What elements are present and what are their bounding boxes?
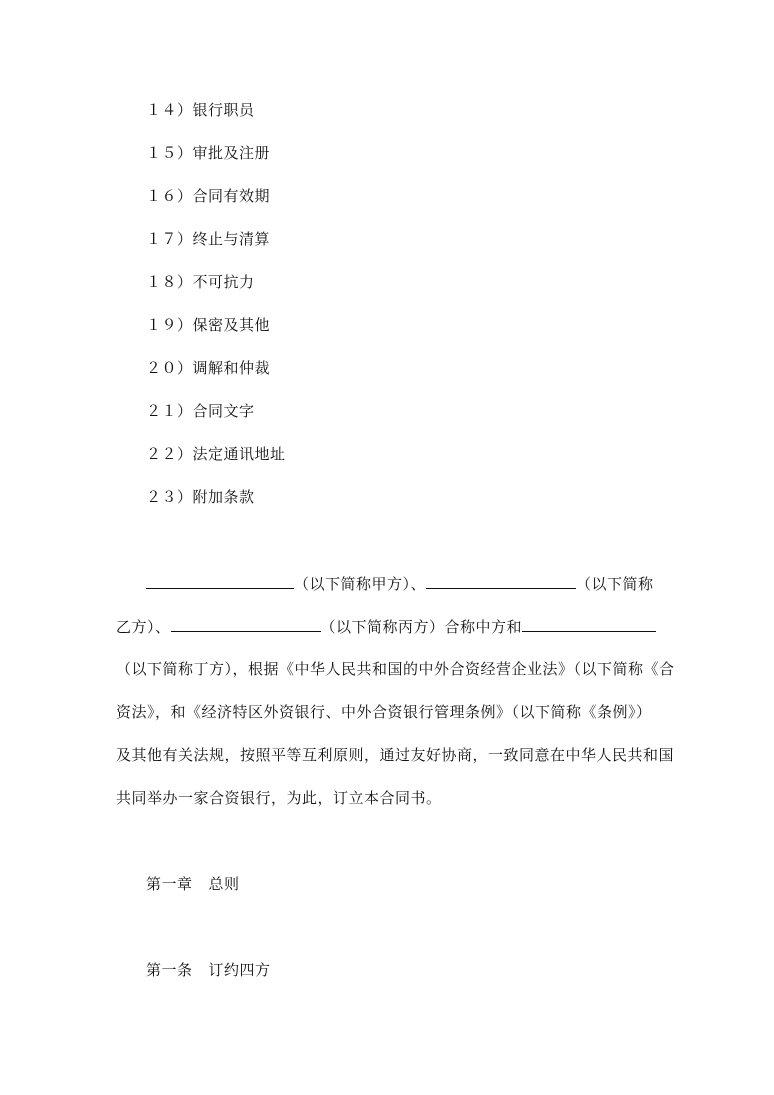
- blank-party-b: [426, 572, 576, 589]
- chapter-number: 第一章: [146, 875, 193, 893]
- toc-item: １９）保密及其他: [146, 316, 271, 334]
- toc-item: ２１）合同文字: [146, 402, 255, 420]
- toc-item: ２２）法定通讯地址: [146, 445, 286, 463]
- toc-item: １６）合同有效期: [146, 187, 271, 205]
- blank-party-a: [146, 572, 294, 589]
- preamble-line-2: 乙方）、 （以下简称丙方）合称中方和: [116, 615, 656, 637]
- blank-party-d: [522, 615, 656, 632]
- toc-item: １４）银行职员: [146, 101, 255, 119]
- preamble-line-3: （以下简称丁方），根据《中华人民共和国的中外合资经营企业法》（以下简称《合: [116, 660, 675, 678]
- article-title: 订约四方: [208, 961, 271, 979]
- toc-item: １８）不可抗力: [146, 273, 255, 291]
- preamble-line-6: 共同举办一家合资银行，为此，订立本合同书。: [116, 789, 442, 807]
- article-number: 第一条: [146, 961, 193, 979]
- chapter-heading: [146, 873, 240, 895]
- preamble-line-4: 资法》，和《经济特区外资银行、中外合资银行管理条例》（以下简称《条例》）: [116, 703, 652, 721]
- toc-item: １５）审批及注册: [146, 144, 271, 162]
- article-heading: [146, 959, 271, 981]
- toc-item: １７）终止与清算: [146, 230, 271, 248]
- preamble-line-5: 及其他有关法规，按照平等互利原则，通过友好协商，一致同意在中华人民共和国: [116, 746, 675, 764]
- preamble-line-1: （以下简称甲方）、 （以下简称: [146, 572, 654, 594]
- toc-item: ２０）调解和仲裁: [146, 359, 271, 377]
- toc-item: ２３）附加条款: [146, 488, 255, 506]
- chapter-title: 总则: [208, 875, 240, 893]
- blank-party-c: [171, 615, 321, 632]
